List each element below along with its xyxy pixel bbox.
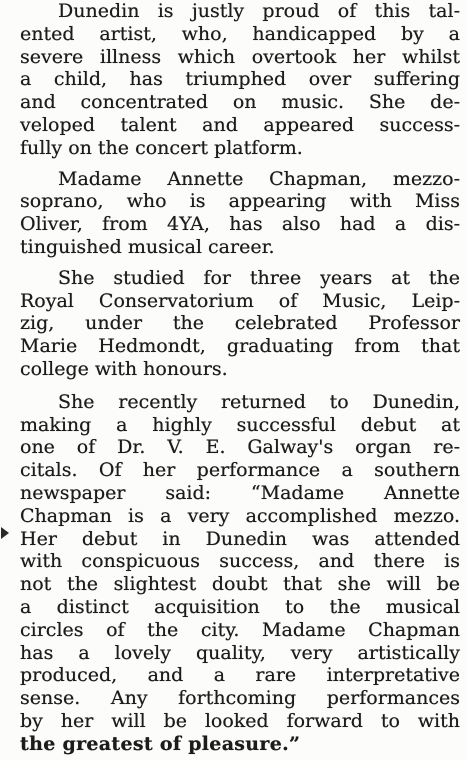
text-line: citals. Of her performance a southern [20,459,460,482]
text-line: Oliver, from 4YA, has also had a dis- [20,213,460,236]
text-line: a child, has triumphed over suffering [20,68,460,91]
text-line: ented artist, who, handicapped by a [20,22,460,45]
article-column [20,0,460,756]
text-line: with conspicuous success, and there is [20,550,460,573]
text-line: Marie Hedmondt, graduating from that [20,335,460,358]
text-line: Royal Conservatorium of Music, Leip- [20,289,460,312]
text-line: Her debut in Dunedin was attended [20,527,460,550]
text-line: She recently returned to Dunedin, [58,390,460,413]
text-line: college with honours. [20,357,228,380]
text-line: not the slightest doubt that she will be [20,573,460,596]
text-line: sense. Any forthcoming performances [20,687,460,710]
text-line: tinguished musical career. [20,235,275,258]
text-line: severe illness which overtook her whilst [20,45,460,68]
text-line: Madame Annette Chapman, mezzo- [58,167,460,190]
text-line: Chapman is a very accomplished mezzo. [20,504,460,527]
text-line: produced, and a rare interpretative [20,664,460,687]
text-line: by her will be looked forward to with [20,709,460,732]
text-line: Dunedin is justly proud of this tal- [58,0,460,22]
text-line: zig, under the celebrated Professor [20,312,460,335]
text-line: making a highly successful debut at [20,413,460,436]
text-line: veloped talent and appeared success- [20,113,460,136]
text-line: and concentrated on music. She de- [20,91,460,114]
text-line: newspaper said: “Madame Annette [20,481,460,504]
text-line: one of Dr. V. E. Galway's organ re- [20,436,460,459]
text-line: She studied for three years at the [58,266,460,289]
paragraph-3 [20,267,460,381]
text-line: a distinct acquisition to the musical [20,595,460,618]
text-line: soprano, who is appearing with Miss [20,190,460,213]
text-line: the greatest of pleasure.” [20,732,301,755]
paragraph-1 [20,0,460,160]
text-line: has a lovely quality, very artistically [20,641,460,664]
text-line: fully on the concert platform. [20,136,303,159]
text-line: circles of the city. Madame Chapman [20,618,460,641]
paragraph-2 [20,168,460,259]
margin-arrow-mark [1,527,9,539]
paragraph-4 [20,391,460,756]
